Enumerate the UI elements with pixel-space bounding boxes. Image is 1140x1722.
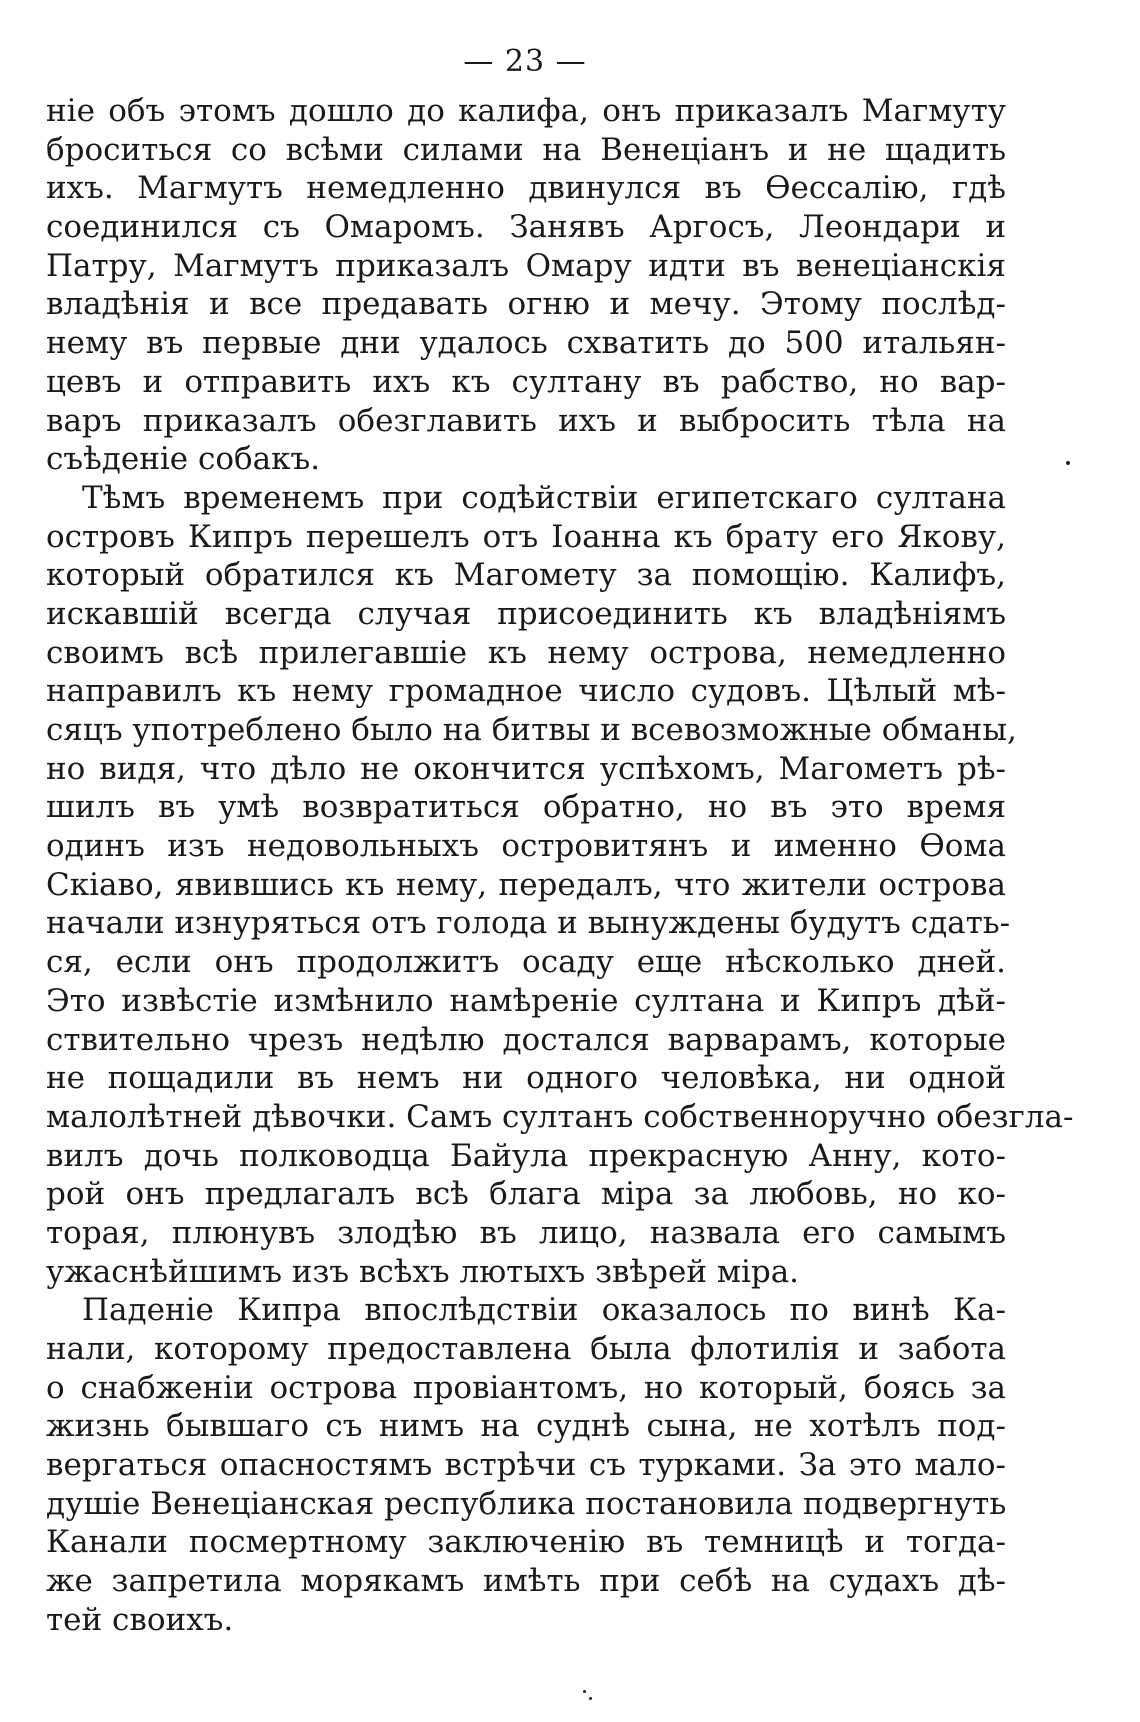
page-number: — 23 — (463, 44, 587, 79)
text-line: владѣнія и все предавать огню и мечу. Этому послѣд- (46, 286, 1006, 323)
text-line: но видя, что дѣло не окончится успѣхомъ, Магометъ рѣ- (46, 750, 1006, 787)
text-line: искавшій всегда случая присоединить къ владѣніямъ (46, 595, 1006, 632)
text-line: вергаться опасностямъ встрѣчи съ турками. За это мало- (46, 1447, 1006, 1484)
text-line: который обратился къ Магомету за помощію. Калифъ, (46, 557, 1006, 594)
text-line: своимъ всѣ прилегавшіе къ нему острова, немедленно (46, 634, 1006, 671)
text-line: же запретила морякамъ имѣть при себѣ на судахъ дѣ- (46, 1563, 1006, 1600)
text-line: соединился съ Омаромъ. Занявъ Аргосъ, Леондари и (46, 209, 1006, 246)
text-line: нему въ первые дни удалось схватить до 500 итальян- (46, 325, 1006, 362)
text-line: сяцъ употреблено было на битвы и всевозможные обманы, (46, 712, 1017, 748)
print-speck (589, 1697, 592, 1700)
text-line: тей своихъ. (46, 1601, 234, 1638)
text-line: ствительно чрезъ недѣлю достался варварамъ, которые (46, 1021, 1006, 1058)
paragraph-1 (46, 92, 1006, 479)
paragraph-3 (46, 1291, 1006, 1639)
text-line: малолѣтней дѣвочки. Самъ султанъ собственноручно обезгла- (46, 1098, 1074, 1135)
text-line: одинъ изъ недовольныхъ островитянъ и именно Ѳома (46, 828, 1006, 865)
text-line: ся, если онъ продолжитъ осаду еще нѣсколько дней. (46, 944, 1006, 981)
text-line: цевъ и отправить ихъ къ султану въ рабство, но вар- (46, 363, 1006, 400)
text-line: броситься со всѣми силами на Венеціанъ и не щадить (46, 131, 1006, 168)
text-line: островъ Кипръ перешелъ отъ Іоанна къ брату его Якову, (46, 518, 1006, 555)
text-line: о снабженіи острова провіантомъ, но который, боясь за (46, 1369, 1006, 1406)
text-line: душіе Венеціанская республика постановила подвергнуть (46, 1485, 1007, 1522)
text-line: съѣденіе собакъ. (46, 441, 321, 478)
text-line: ніе объ этомъ дошло до калифа, онъ приказалъ Магмуту (46, 93, 1006, 129)
text-line: ужаснѣйшимъ изъ всѣхъ лютыхъ звѣрей міра. (46, 1253, 800, 1290)
print-speck (583, 1690, 586, 1693)
text-line: направилъ къ нему громадное число судовъ. Цѣлый мѣ- (46, 673, 1006, 710)
text-line: начали изнуряться отъ голода и вынуждены будутъ сдать- (46, 905, 1011, 942)
text-line: Патру, Магмутъ приказалъ Омару идти въ венеціанскія (46, 247, 1006, 284)
text-line: Канали посмертному заключенію въ темницѣ и тогда- (46, 1524, 1006, 1561)
text-line: торая, плюнувъ злодѣю въ лицо, назвала его самымъ (46, 1214, 1006, 1251)
text-line: варъ приказалъ обезглавить ихъ и выбросить тѣла на (46, 402, 1006, 439)
text-line: нали, которому предоставлена была флотилія и забота (46, 1331, 1006, 1367)
text-line: жизнь бывшаго съ нимъ на суднѣ сына, не хотѣлъ под- (46, 1408, 1006, 1445)
text-line: рой онъ предлагалъ всѣ блага міра за любовь, но ко- (46, 1176, 1006, 1213)
body-text (46, 92, 1074, 1640)
print-speck (1066, 461, 1070, 465)
text-line: шилъ въ умѣ возвратиться обратно, но въ это время (46, 789, 1006, 826)
text-line: ихъ. Магмутъ немедленно двинулся въ Ѳессалію, гдѣ (46, 170, 1006, 207)
text-line: Тѣмъ временемъ при содѣйствіи египетскаго султана (82, 479, 1006, 516)
text-line: Скіаво, явившись къ нему, передалъ, что жители острова (46, 866, 1006, 903)
text-line: вилъ дочь полководца Байула прекрасную Анну, кото- (46, 1137, 1006, 1174)
text-line: не пощадили въ немъ ни одного человѣка, ни одной (46, 1060, 1006, 1097)
text-line: Паденіе Кипра впослѣдствіи оказалось по винѣ Ка- (82, 1292, 1006, 1329)
paragraph-2 (46, 479, 1074, 1291)
text-line: Это извѣстіе измѣнило намѣреніе султана и Кипръ дѣй- (46, 982, 1006, 1019)
